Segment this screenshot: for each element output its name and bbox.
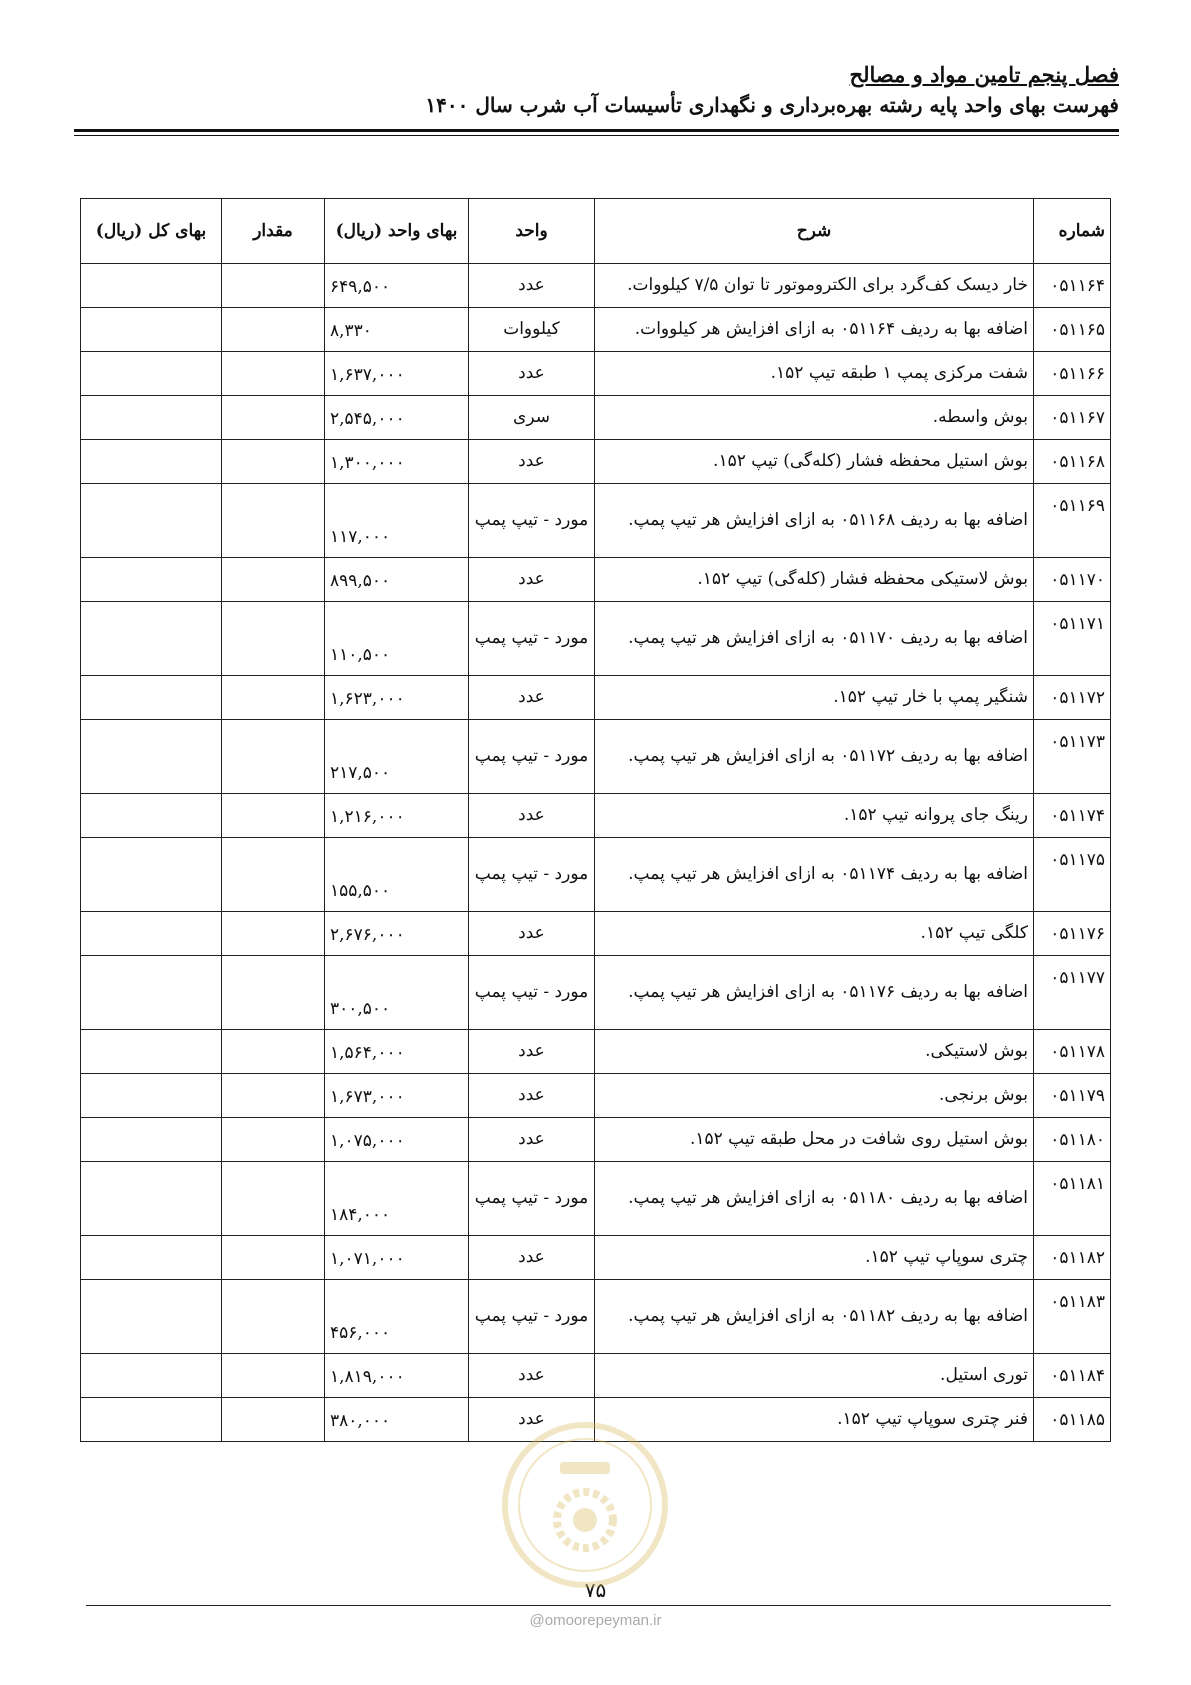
item-quantity: [222, 440, 325, 484]
table-row: [81, 484, 1111, 558]
item-unit: عدد: [469, 1074, 595, 1118]
item-quantity: [222, 264, 325, 308]
item-description: بوش استیل روی شافت در محل طبقه تیپ ۱۵۲.: [595, 1118, 1034, 1162]
item-unit-price: ۴۵۶,۰۰۰: [325, 1280, 469, 1354]
item-quantity: [222, 352, 325, 396]
item-total-price: [81, 794, 222, 838]
item-total-price: [81, 1398, 222, 1442]
item-quantity: [222, 1030, 325, 1074]
item-total-price: [81, 484, 222, 558]
item-unit-price: ۱۵۵,۵۰۰: [325, 838, 469, 912]
item-description: اضافه بها به ردیف ۰۵۱۱۷۲ به ازای افزایش هر تیپ پمپ.: [595, 720, 1034, 794]
page-number: ۷۵: [584, 1578, 607, 1602]
item-unit-price: ۸۹۹,۵۰۰: [325, 558, 469, 602]
item-total-price: [81, 558, 222, 602]
item-code: ۰۵۱۱۶۸: [1034, 440, 1111, 484]
item-quantity: [222, 838, 325, 912]
item-unit: عدد: [469, 440, 595, 484]
item-code: ۰۵۱۱۸۰: [1034, 1118, 1111, 1162]
item-description: چتری سوپاپ تیپ ۱۵۲.: [595, 1236, 1034, 1280]
item-description: بوش برنجی.: [595, 1074, 1034, 1118]
table-row: [81, 1030, 1111, 1074]
item-code: ۰۵۱۱۷۳: [1034, 720, 1111, 794]
item-unit-price: ۱,۳۰۰,۰۰۰: [325, 440, 469, 484]
table-row: [81, 440, 1111, 484]
item-unit-price: ۱,۵۶۴,۰۰۰: [325, 1030, 469, 1074]
item-unit-price: ۱,۸۱۹,۰۰۰: [325, 1354, 469, 1398]
item-total-price: [81, 440, 222, 484]
table-row: [81, 794, 1111, 838]
column-header-total-price: بهای کل (ریال): [81, 199, 222, 264]
item-unit: عدد: [469, 264, 595, 308]
item-code: ۰۵۱۱۶۹: [1034, 484, 1111, 558]
item-quantity: [222, 1398, 325, 1442]
item-total-price: [81, 1118, 222, 1162]
item-code: ۰۵۱۱۷۰: [1034, 558, 1111, 602]
item-description: رینگ جای پروانه تیپ ۱۵۲.: [595, 794, 1034, 838]
item-unit: عدد: [469, 1354, 595, 1398]
item-total-price: [81, 1280, 222, 1354]
table-row: [81, 1162, 1111, 1236]
table-row: [81, 1398, 1111, 1442]
table-row: [81, 558, 1111, 602]
table-row: [81, 838, 1111, 912]
item-total-price: [81, 308, 222, 352]
item-code: ۰۵۱۱۸۳: [1034, 1280, 1111, 1354]
item-quantity: [222, 484, 325, 558]
item-description: توری استیل.: [595, 1354, 1034, 1398]
item-unit-price: ۲۱۷,۵۰۰: [325, 720, 469, 794]
item-total-price: [81, 602, 222, 676]
item-code: ۰۵۱۱۶۶: [1034, 352, 1111, 396]
item-quantity: [222, 396, 325, 440]
item-description: اضافه بها به ردیف ۰۵۱۱۷۰ به ازای افزایش هر تیپ پمپ.: [595, 602, 1034, 676]
table-row: [81, 912, 1111, 956]
footer-rule: [86, 1605, 1111, 1606]
item-description: اضافه بها به ردیف ۰۵۱۱۷۴ به ازای افزایش هر تیپ پمپ.: [595, 838, 1034, 912]
item-code: ۰۵۱۱۷۱: [1034, 602, 1111, 676]
item-unit: عدد: [469, 1236, 595, 1280]
table-row: [81, 1236, 1111, 1280]
column-header-description: شرح: [595, 199, 1034, 264]
column-header-unit-price: بهای واحد (ریال): [325, 199, 469, 264]
item-unit-price: ۱,۲۱۶,۰۰۰: [325, 794, 469, 838]
item-description: بوش لاستیکی محفظه فشار (کله‌گی) تیپ ۱۵۲.: [595, 558, 1034, 602]
item-quantity: [222, 1236, 325, 1280]
item-unit: عدد: [469, 912, 595, 956]
column-header-unit: واحد: [469, 199, 595, 264]
item-code: ۰۵۱۱۷۵: [1034, 838, 1111, 912]
item-unit-price: ۱,۶۲۳,۰۰۰: [325, 676, 469, 720]
item-unit: سری: [469, 396, 595, 440]
chapter-title: فصل پنجم تامین مواد و مصالح: [849, 62, 1119, 87]
table-row: [81, 1074, 1111, 1118]
item-description: بوش واسطه.: [595, 396, 1034, 440]
item-quantity: [222, 720, 325, 794]
item-code: ۰۵۱۱۶۴: [1034, 264, 1111, 308]
item-unit: کیلووات: [469, 308, 595, 352]
item-unit-price: ۱۱۷,۰۰۰: [325, 484, 469, 558]
item-code: ۰۵۱۱۸۴: [1034, 1354, 1111, 1398]
item-description: بوش استیل محفظه فشار (کله‌گی) تیپ ۱۵۲.: [595, 440, 1034, 484]
item-unit: مورد - تیپ پمپ: [469, 956, 595, 1030]
page-header: [69, 60, 1119, 120]
item-total-price: [81, 1162, 222, 1236]
item-description: اضافه بها به ردیف ۰۵۱۱۶۴ به ازای افزایش هر کیلووات.: [595, 308, 1034, 352]
item-code: ۰۵۱۱۷۹: [1034, 1074, 1111, 1118]
item-total-price: [81, 720, 222, 794]
item-unit: مورد - تیپ پمپ: [469, 720, 595, 794]
item-total-price: [81, 912, 222, 956]
table-body: [81, 264, 1111, 1442]
table-row: [81, 308, 1111, 352]
item-unit: مورد - تیپ پمپ: [469, 1280, 595, 1354]
item-quantity: [222, 794, 325, 838]
item-unit-price: ۲,۵۴۵,۰۰۰: [325, 396, 469, 440]
item-unit: عدد: [469, 1398, 595, 1442]
item-unit: مورد - تیپ پمپ: [469, 1162, 595, 1236]
item-total-price: [81, 1030, 222, 1074]
item-code: ۰۵۱۱۸۵: [1034, 1398, 1111, 1442]
item-unit-price: ۳۰۰,۵۰۰: [325, 956, 469, 1030]
table-row: [81, 676, 1111, 720]
item-quantity: [222, 1280, 325, 1354]
item-total-price: [81, 1074, 222, 1118]
item-total-price: [81, 352, 222, 396]
item-unit: مورد - تیپ پمپ: [469, 602, 595, 676]
item-quantity: [222, 1354, 325, 1398]
item-unit: عدد: [469, 558, 595, 602]
footer-url: @omoorepeyman.ir: [529, 1612, 662, 1629]
item-quantity: [222, 956, 325, 1030]
item-quantity: [222, 1118, 325, 1162]
table-row: [81, 264, 1111, 308]
item-unit-price: ۱,۶۳۷,۰۰۰: [325, 352, 469, 396]
item-unit: عدد: [469, 1118, 595, 1162]
table-row: [81, 1354, 1111, 1398]
item-description: اضافه بها به ردیف ۰۵۱۱۶۸ به ازای افزایش هر تیپ پمپ.: [595, 484, 1034, 558]
item-unit-price: ۶۴۹,۵۰۰: [325, 264, 469, 308]
item-unit-price: ۱,۰۷۵,۰۰۰: [325, 1118, 469, 1162]
column-header-quantity: مقدار: [222, 199, 325, 264]
item-quantity: [222, 676, 325, 720]
header-rule-thick: [74, 129, 1119, 132]
item-code: ۰۵۱۱۷۷: [1034, 956, 1111, 1030]
item-total-price: [81, 396, 222, 440]
item-unit-price: ۱۱۰,۵۰۰: [325, 602, 469, 676]
item-quantity: [222, 1074, 325, 1118]
item-total-price: [81, 838, 222, 912]
item-unit: عدد: [469, 352, 595, 396]
item-quantity: [222, 308, 325, 352]
item-description: کلگی تیپ ۱۵۲.: [595, 912, 1034, 956]
column-header-code: شماره: [1034, 199, 1111, 264]
item-code: ۰۵۱۱۶۷: [1034, 396, 1111, 440]
item-total-price: [81, 956, 222, 1030]
table-row: [81, 352, 1111, 396]
item-total-price: [81, 1236, 222, 1280]
item-total-price: [81, 1354, 222, 1398]
item-description: خار دیسک کف‌گرد برای الکتروموتور تا توان ۷/۵ کیلووات.: [595, 264, 1034, 308]
item-unit-price: ۱,۶۷۳,۰۰۰: [325, 1074, 469, 1118]
table-row: [81, 396, 1111, 440]
item-unit-price: ۳۸۰,۰۰۰: [325, 1398, 469, 1442]
table-row: [81, 720, 1111, 794]
item-unit: عدد: [469, 794, 595, 838]
item-code: ۰۵۱۱۷۲: [1034, 676, 1111, 720]
item-code: ۰۵۱۱۷۶: [1034, 912, 1111, 956]
item-quantity: [222, 1162, 325, 1236]
table-header-row: [81, 199, 1111, 264]
item-total-price: [81, 676, 222, 720]
header-rule-thin: [74, 135, 1119, 136]
item-quantity: [222, 558, 325, 602]
item-unit-price: ۱۸۴,۰۰۰: [325, 1162, 469, 1236]
table-row: [81, 602, 1111, 676]
item-unit: عدد: [469, 1030, 595, 1074]
item-unit-price: ۲,۶۷۶,۰۰۰: [325, 912, 469, 956]
item-description: فنر چتری سوپاپ تیپ ۱۵۲.: [595, 1398, 1034, 1442]
item-code: ۰۵۱۱۷۸: [1034, 1030, 1111, 1074]
seal-logo-icon: [500, 1420, 670, 1590]
item-unit-price: ۱,۰۷۱,۰۰۰: [325, 1236, 469, 1280]
item-unit: مورد - تیپ پمپ: [469, 838, 595, 912]
item-description: اضافه بها به ردیف ۰۵۱۱۸۲ به ازای افزایش هر تیپ پمپ.: [595, 1280, 1034, 1354]
document-subtitle: فهرست بهای واحد پایه رشته بهره‌برداری و نگهداری تأسیسات آب شرب سال ۱۴۰۰: [425, 93, 1119, 117]
item-unit: مورد - تیپ پمپ: [469, 484, 595, 558]
item-code: ۰۵۱۱۶۵: [1034, 308, 1111, 352]
item-quantity: [222, 602, 325, 676]
table-row: [81, 956, 1111, 1030]
item-description: شنگیر پمپ با خار تیپ ۱۵۲.: [595, 676, 1034, 720]
item-description: اضافه بها به ردیف ۰۵۱۱۷۶ به ازای افزایش هر تیپ پمپ.: [595, 956, 1034, 1030]
price-list-table: [80, 198, 1111, 1442]
item-description: شفت مرکزی پمپ ۱ طبقه تیپ ۱۵۲.: [595, 352, 1034, 396]
item-unit: عدد: [469, 676, 595, 720]
item-code: ۰۵۱۱۷۴: [1034, 794, 1111, 838]
item-total-price: [81, 264, 222, 308]
item-description: اضافه بها به ردیف ۰۵۱۱۸۰ به ازای افزایش هر تیپ پمپ.: [595, 1162, 1034, 1236]
item-code: ۰۵۱۱۸۱: [1034, 1162, 1111, 1236]
table-row: [81, 1280, 1111, 1354]
table-row: [81, 1118, 1111, 1162]
item-description: بوش لاستیکی.: [595, 1030, 1034, 1074]
item-code: ۰۵۱۱۸۲: [1034, 1236, 1111, 1280]
item-unit-price: ۸,۳۳۰: [325, 308, 469, 352]
item-quantity: [222, 912, 325, 956]
